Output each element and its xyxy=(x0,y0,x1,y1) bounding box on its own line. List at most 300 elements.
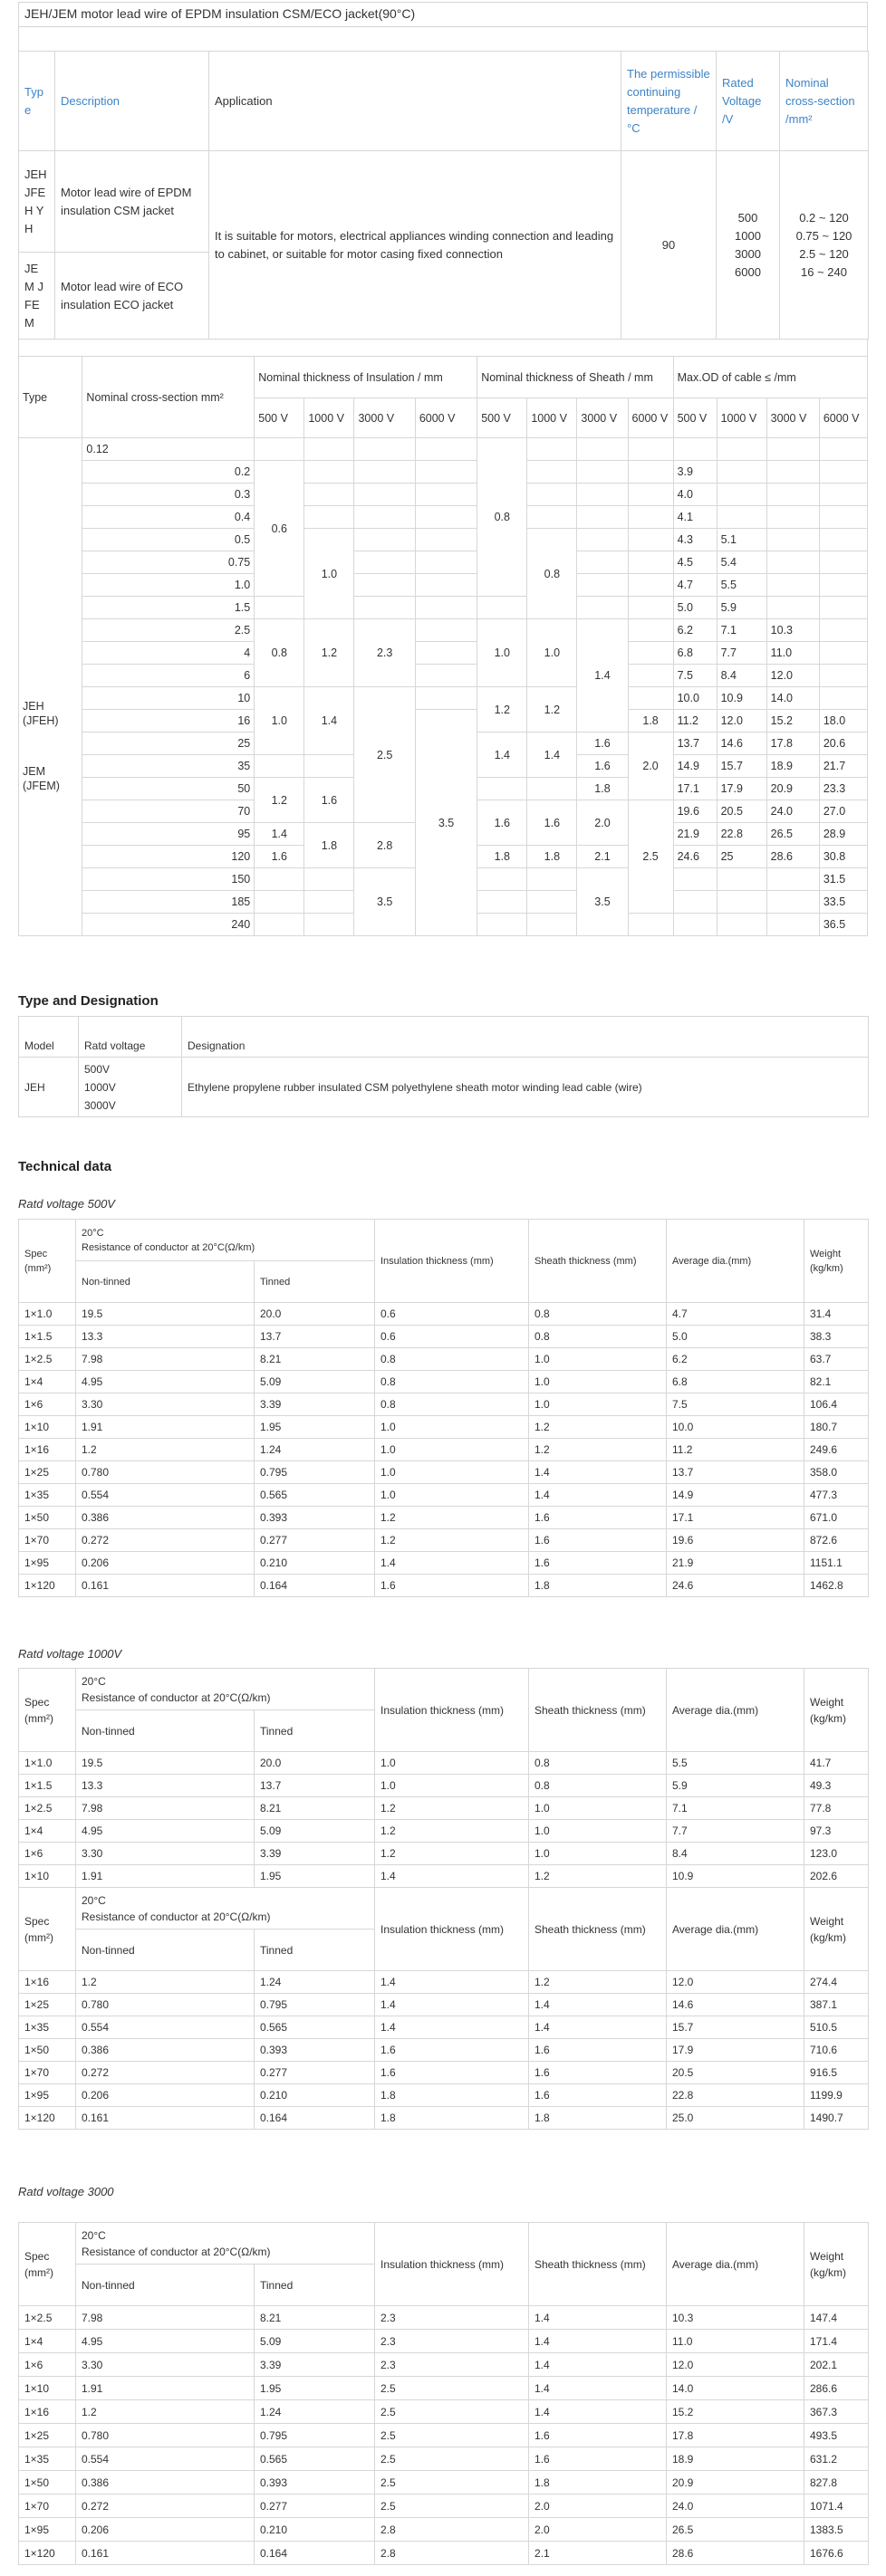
application-cell: It is suitable for motors, electrical appliances winding connection and leading to cabinet, or suitable for motor casing fixed connection xyxy=(209,151,621,340)
voltage-value: 1000V xyxy=(84,1080,116,1094)
table-row xyxy=(19,1820,869,1843)
insulation-cell: 1.8 xyxy=(375,2107,529,2130)
sheath-cell: 1.4 xyxy=(529,2377,667,2400)
dia-cell: 24.0 xyxy=(667,2495,804,2518)
product-overview-table xyxy=(18,51,869,340)
sheath-cell: 1.6 xyxy=(529,2039,667,2062)
weight-cell: 31.4 xyxy=(804,1303,869,1326)
od-500-cell: 4.0 xyxy=(673,484,717,506)
od-500-cell: 7.5 xyxy=(673,665,717,687)
od-1000-cell: 5.4 xyxy=(717,551,766,574)
od-3000-cell: 26.5 xyxy=(766,823,819,846)
header-nontinned: Non-tinned xyxy=(76,1710,255,1752)
od-1000-cell: 14.6 xyxy=(717,733,766,755)
sheath-cell: 1.0 xyxy=(529,1797,667,1820)
od-500-cell: 4.1 xyxy=(673,506,717,529)
header-spec: Spec (mm²) xyxy=(19,1888,76,1971)
voltage-list-cell xyxy=(79,1058,182,1117)
spec-cell: 1×120 xyxy=(19,2542,76,2565)
sheath-cell: 1.8 xyxy=(529,2107,667,2130)
insulation-cell: 1.4 xyxy=(375,1865,529,1888)
tinned-cell: 5.09 xyxy=(255,1371,375,1393)
header-ratd-voltage: Ratd voltage xyxy=(79,1017,182,1058)
nontinned-cell: 0.206 xyxy=(76,1552,255,1575)
sheath-cell: 1.4 xyxy=(529,2016,667,2039)
header-weight: Weight (kg/km) xyxy=(804,2223,869,2306)
sheath-500-cell: 1.8 xyxy=(477,846,527,868)
weight-cell: 147.4 xyxy=(804,2306,869,2330)
ins-1000-cell: 1.8 xyxy=(304,823,354,868)
od-500-cell: 5.0 xyxy=(673,597,717,619)
od-1000-cell: 10.9 xyxy=(717,687,766,710)
table-row xyxy=(19,1865,869,1888)
sheath-6000-cell: 1.8 xyxy=(628,710,673,733)
header-resistance xyxy=(76,2223,375,2265)
dia-cell: 7.7 xyxy=(667,1820,804,1843)
spec-cell: 1×120 xyxy=(19,2107,76,2130)
volt-header: 500 V xyxy=(673,398,717,438)
insulation-cell: 2.5 xyxy=(375,2447,529,2471)
voltage-value: 3000V xyxy=(84,1098,116,1112)
spec-cell: 1×35 xyxy=(19,2016,76,2039)
tinned-cell: 0.393 xyxy=(255,2039,375,2062)
nontinned-cell: 3.30 xyxy=(76,2353,255,2377)
section-cell: 50 xyxy=(82,778,255,800)
section-value: 16 ~ 240 xyxy=(801,264,847,279)
nontinned-cell: 1.91 xyxy=(76,2377,255,2400)
sheath-1000-cell: 1.2 xyxy=(527,687,577,733)
dia-cell: 22.8 xyxy=(667,2084,804,2107)
tinned-cell: 1.24 xyxy=(255,2400,375,2424)
nontinned-cell: 7.98 xyxy=(76,1797,255,1820)
tinned-cell: 0.795 xyxy=(255,1994,375,2016)
dia-cell: 15.7 xyxy=(667,2016,804,2039)
header-resistance-label: Resistance of conductor at 20°C(Ω/km) xyxy=(82,1690,271,1704)
insulation-cell: 1.6 xyxy=(375,2039,529,2062)
header-tinned: Tinned xyxy=(255,1710,375,1752)
weight-cell: 97.3 xyxy=(804,1820,869,1843)
spec-cell: 1×120 xyxy=(19,1575,76,1597)
table-row xyxy=(19,2084,869,2107)
od-1000-cell: 15.7 xyxy=(717,755,766,778)
dia-cell: 28.6 xyxy=(667,2542,804,2565)
table-row xyxy=(19,1507,869,1529)
ins-500-cell: 1.0 xyxy=(255,687,304,755)
od-500-cell: 10.0 xyxy=(673,687,717,710)
volt-header: 1000 V xyxy=(717,398,766,438)
weight-cell: 202.1 xyxy=(804,2353,869,2377)
weight-cell: 180.7 xyxy=(804,1416,869,1439)
header-dia: Average dia.(mm) xyxy=(667,1888,804,1971)
dia-cell: 10.0 xyxy=(667,1416,804,1439)
description-cell: Motor lead wire of EPDM insulation CSM jacket xyxy=(55,151,209,253)
dia-cell: 6.2 xyxy=(667,1348,804,1371)
nontinned-cell: 0.780 xyxy=(76,2424,255,2447)
weight-cell: 477.3 xyxy=(804,1484,869,1507)
spec-cell: 1×10 xyxy=(19,1416,76,1439)
spec-cell: 1×16 xyxy=(19,1971,76,1994)
header-insulation: Insulation thickness (mm) xyxy=(375,1669,529,1752)
type-label: JEM (JFEM) xyxy=(23,764,60,792)
section-cell: 0.2 xyxy=(82,461,255,484)
insulation-cell: 1.2 xyxy=(375,1529,529,1552)
insulation-cell: 2.5 xyxy=(375,2400,529,2424)
tinned-cell: 1.24 xyxy=(255,1439,375,1461)
section-value: 0.75 ~ 120 xyxy=(795,228,852,243)
od-6000-cell: 31.5 xyxy=(819,868,867,891)
header-sheath: Sheath thickness (mm) xyxy=(529,1888,667,1971)
tinned-cell: 0.164 xyxy=(255,2107,375,2130)
voltage-value: 500V xyxy=(84,1062,111,1076)
section-cell: 1.0 xyxy=(82,574,255,597)
insulation-cell: 0.8 xyxy=(375,1348,529,1371)
table-row xyxy=(19,1994,869,2016)
voltage-value: 3000 xyxy=(735,246,761,261)
weight-cell: 82.1 xyxy=(804,1371,869,1393)
nontinned-cell: 1.2 xyxy=(76,1439,255,1461)
od-1000-cell: 22.8 xyxy=(717,823,766,846)
type-cell xyxy=(19,438,82,936)
ins-1000-cell: 1.0 xyxy=(304,529,354,619)
od-3000-cell: 11.0 xyxy=(766,642,819,665)
sheath-cell: 1.6 xyxy=(529,2062,667,2084)
volt-header: 1000 V xyxy=(304,398,354,438)
od-6000-cell: 30.8 xyxy=(819,846,867,868)
table-row xyxy=(19,2495,869,2518)
nontinned-cell: 4.95 xyxy=(76,1820,255,1843)
tinned-cell: 0.795 xyxy=(255,1461,375,1484)
od-1000-cell: 5.9 xyxy=(717,597,766,619)
insulation-cell: 1.4 xyxy=(375,2016,529,2039)
sheath-500-cell: 1.6 xyxy=(477,800,527,846)
table-row xyxy=(19,2353,869,2377)
insulation-cell: 1.0 xyxy=(375,1775,529,1797)
section-cell: 4 xyxy=(82,642,255,665)
header-resistance-label: Resistance of conductor at 20°C(Ω/km) xyxy=(82,1241,255,1253)
nontinned-cell: 0.554 xyxy=(76,1484,255,1507)
sheath-cell: 1.6 xyxy=(529,2424,667,2447)
weight-cell: 1151.1 xyxy=(804,1552,869,1575)
spec-cell: 1×2.5 xyxy=(19,1797,76,1820)
header-tinned: Tinned xyxy=(255,1930,375,1971)
header-od: Max.OD of cable ≤ /mm xyxy=(673,357,867,398)
designation-table xyxy=(18,1016,869,1117)
ins-3000-cell: 2.3 xyxy=(354,619,415,687)
header-sheath: Sheath thickness (mm) xyxy=(529,1220,667,1303)
insulation-cell: 1.6 xyxy=(375,2062,529,2084)
voltage-value: 500 xyxy=(737,210,758,225)
dia-cell: 5.9 xyxy=(667,1775,804,1797)
dia-cell: 26.5 xyxy=(667,2518,804,2542)
volt-header: 500 V xyxy=(477,398,527,438)
blank-row xyxy=(18,339,868,357)
spec-cell: 1×25 xyxy=(19,1994,76,2016)
sheath-cell: 1.6 xyxy=(529,2084,667,2107)
od-1000-cell: 8.4 xyxy=(717,665,766,687)
ins-6000-cell: 3.5 xyxy=(415,710,477,936)
section-cell: 2.5 xyxy=(82,619,255,642)
dia-cell: 11.2 xyxy=(667,1439,804,1461)
table-row xyxy=(19,1371,869,1393)
insulation-cell: 0.6 xyxy=(375,1326,529,1348)
sheath-cell: 1.2 xyxy=(529,1865,667,1888)
header-insulation: Nominal thickness of Insulation / mm xyxy=(255,357,477,398)
nontinned-cell: 0.780 xyxy=(76,1994,255,2016)
weight-cell: 367.3 xyxy=(804,2400,869,2424)
header-type: Typ e xyxy=(19,52,55,151)
od-1000-cell: 25 xyxy=(717,846,766,868)
dia-cell: 10.9 xyxy=(667,1865,804,1888)
ins-500-cell: 1.2 xyxy=(255,778,304,823)
nontinned-cell: 1.2 xyxy=(76,1971,255,1994)
dia-cell: 4.7 xyxy=(667,1303,804,1326)
tinned-cell: 3.39 xyxy=(255,1393,375,1416)
header-application: Application xyxy=(209,52,621,151)
weight-cell: 631.2 xyxy=(804,2447,869,2471)
od-500-cell: 6.8 xyxy=(673,642,717,665)
od-1000-cell: 7.7 xyxy=(717,642,766,665)
nontinned-cell: 1.2 xyxy=(76,2400,255,2424)
header-resistance xyxy=(76,1888,375,1930)
volt-header: 3000 V xyxy=(577,398,628,438)
volt-header: 3000 V xyxy=(766,398,819,438)
dia-cell: 5.5 xyxy=(667,1752,804,1775)
header-resistance-label: Resistance of conductor at 20°C(Ω/km) xyxy=(82,1910,271,1923)
nontinned-cell: 0.272 xyxy=(76,1529,255,1552)
header-dia: Average dia.(mm) xyxy=(667,1220,804,1303)
weight-cell: 827.8 xyxy=(804,2471,869,2495)
table-row xyxy=(19,1575,869,1597)
od-1000-cell: 12.0 xyxy=(717,710,766,733)
nontinned-cell: 3.30 xyxy=(76,1843,255,1865)
dia-cell: 25.0 xyxy=(667,2107,804,2130)
tinned-cell: 0.277 xyxy=(255,2495,375,2518)
tinned-cell: 0.277 xyxy=(255,1529,375,1552)
tech-table-1000v xyxy=(18,1668,869,2130)
weight-cell: 1676.6 xyxy=(804,2542,869,2565)
header-temp: 20°C xyxy=(82,1893,106,1907)
tinned-cell: 0.210 xyxy=(255,2518,375,2542)
weight-cell: 63.7 xyxy=(804,1348,869,1371)
header-insulation: Insulation thickness (mm) xyxy=(375,2223,529,2306)
sheath-cell: 1.0 xyxy=(529,1348,667,1371)
weight-cell: 77.8 xyxy=(804,1797,869,1820)
od-3000-cell: 14.0 xyxy=(766,687,819,710)
header-model: Model xyxy=(19,1017,79,1058)
nontinned-cell: 0.161 xyxy=(76,2542,255,2565)
type-cell: JE M JFE M xyxy=(19,253,55,340)
insulation-cell: 2.5 xyxy=(375,2377,529,2400)
od-500-cell: 13.7 xyxy=(673,733,717,755)
dia-cell: 18.9 xyxy=(667,2447,804,2471)
dia-cell: 15.2 xyxy=(667,2400,804,2424)
spec-cell: 1×70 xyxy=(19,2495,76,2518)
header-weight: Weight (kg/km) xyxy=(804,1220,869,1303)
od-3000-cell: 10.3 xyxy=(766,619,819,642)
header-dia: Average dia.(mm) xyxy=(667,1669,804,1752)
table-row xyxy=(19,1326,869,1348)
insulation-cell: 2.3 xyxy=(375,2306,529,2330)
weight-cell: 493.5 xyxy=(804,2424,869,2447)
voltage-3000-label: Ratd voltage 3000 xyxy=(18,2185,114,2198)
sheath-cell: 1.4 xyxy=(529,2330,667,2353)
dia-cell: 17.8 xyxy=(667,2424,804,2447)
sheath-3000-cell: 3.5 xyxy=(577,868,628,936)
weight-cell: 1462.8 xyxy=(804,1575,869,1597)
table-row xyxy=(19,1797,869,1820)
insulation-cell: 1.0 xyxy=(375,1416,529,1439)
tinned-cell: 0.565 xyxy=(255,2016,375,2039)
weight-cell: 274.4 xyxy=(804,1971,869,1994)
dia-cell: 12.0 xyxy=(667,1971,804,1994)
tinned-cell: 8.21 xyxy=(255,1348,375,1371)
dia-cell: 8.4 xyxy=(667,1843,804,1865)
od-6000-cell: 21.7 xyxy=(819,755,867,778)
nontinned-cell: 1.91 xyxy=(76,1416,255,1439)
voltage-1000-label: Ratd voltage 1000V xyxy=(18,1647,122,1661)
spec-cell: 1×35 xyxy=(19,2447,76,2471)
header-resistance-label: Resistance of conductor at 20°C(Ω/km) xyxy=(82,2245,271,2258)
spec-cell: 1×25 xyxy=(19,1461,76,1484)
designation-cell: Ethylene propylene rubber insulated CSM polyethylene sheath motor winding lead cable (wire) xyxy=(182,1058,869,1117)
spec-cell: 1×95 xyxy=(19,2518,76,2542)
dia-cell: 14.0 xyxy=(667,2377,804,2400)
header-section: Nominal cross-section /mm² xyxy=(780,52,869,151)
od-500-cell: 19.6 xyxy=(673,800,717,823)
weight-cell: 249.6 xyxy=(804,1439,869,1461)
insulation-cell: 2.5 xyxy=(375,2424,529,2447)
sheath-1000-cell: 0.8 xyxy=(527,529,577,619)
tinned-cell: 5.09 xyxy=(255,1820,375,1843)
weight-cell: 41.7 xyxy=(804,1752,869,1775)
weight-cell: 1199.9 xyxy=(804,2084,869,2107)
tinned-cell: 3.39 xyxy=(255,1843,375,1865)
od-1000-cell: 7.1 xyxy=(717,619,766,642)
sheath-cell: 1.0 xyxy=(529,1820,667,1843)
weight-cell: 710.6 xyxy=(804,2039,869,2062)
tinned-cell: 0.210 xyxy=(255,1552,375,1575)
weight-cell: 671.0 xyxy=(804,1507,869,1529)
header-spec: Spec (mm²) xyxy=(19,2223,76,2306)
spec-cell: 1×10 xyxy=(19,2377,76,2400)
sheath-3000-cell: 1.6 xyxy=(577,755,628,778)
section-cell: 0.5 xyxy=(82,529,255,551)
tinned-cell: 8.21 xyxy=(255,2306,375,2330)
tinned-cell: 0.795 xyxy=(255,2424,375,2447)
table-row xyxy=(19,2330,869,2353)
section-cell: 25 xyxy=(82,733,255,755)
insulation-cell: 2.5 xyxy=(375,2495,529,2518)
weight-cell: 171.4 xyxy=(804,2330,869,2353)
weight-cell: 916.5 xyxy=(804,2062,869,2084)
ins-500-cell: 1.4 xyxy=(255,823,304,846)
od-3000-cell: 18.9 xyxy=(766,755,819,778)
voltage-value: 6000 xyxy=(735,264,761,279)
table-row xyxy=(19,1971,869,1994)
table-row xyxy=(19,1775,869,1797)
sheath-cell: 1.6 xyxy=(529,2447,667,2471)
dia-cell: 7.5 xyxy=(667,1393,804,1416)
ins-3000-cell: 2.5 xyxy=(354,687,415,823)
ins-500-cell: 0.8 xyxy=(255,619,304,687)
tinned-cell: 3.39 xyxy=(255,2353,375,2377)
table-row xyxy=(19,2400,869,2424)
nontinned-cell: 0.554 xyxy=(76,2016,255,2039)
sheath-cell: 1.0 xyxy=(529,1371,667,1393)
od-6000-cell: 23.3 xyxy=(819,778,867,800)
tinned-cell: 0.393 xyxy=(255,2471,375,2495)
od-1000-cell: 20.5 xyxy=(717,800,766,823)
dia-cell: 17.9 xyxy=(667,2039,804,2062)
nontinned-cell: 4.95 xyxy=(76,1371,255,1393)
section-cell: 0.4 xyxy=(82,506,255,529)
insulation-cell: 1.6 xyxy=(375,1575,529,1597)
od-1000-cell: 5.1 xyxy=(717,529,766,551)
section-cell: 120 xyxy=(82,846,255,868)
dia-cell: 11.0 xyxy=(667,2330,804,2353)
type-cell: JEH JFE H YH xyxy=(19,151,55,253)
od-500-cell: 4.3 xyxy=(673,529,717,551)
dia-cell: 17.1 xyxy=(667,1507,804,1529)
nontinned-cell: 0.161 xyxy=(76,2107,255,2130)
sheath-500-cell: 1.2 xyxy=(477,687,527,733)
spec-cell: 1×95 xyxy=(19,1552,76,1575)
dia-cell: 10.3 xyxy=(667,2306,804,2330)
section-cell: 35 xyxy=(82,755,255,778)
section-cell: 70 xyxy=(82,800,255,823)
tech-table-500v xyxy=(18,1219,869,1597)
header-insulation: Insulation thickness (mm) xyxy=(375,1220,529,1303)
insulation-cell: 0.6 xyxy=(375,1303,529,1326)
insulation-cell: 2.3 xyxy=(375,2353,529,2377)
sheath-cell: 2.0 xyxy=(529,2518,667,2542)
spec-cell: 1×4 xyxy=(19,1371,76,1393)
od-500-cell: 6.2 xyxy=(673,619,717,642)
od-1000-cell: 17.9 xyxy=(717,778,766,800)
spec-cell: 1×95 xyxy=(19,2084,76,2107)
spec-cell: 1×6 xyxy=(19,1843,76,1865)
spec-cell: 1×2.5 xyxy=(19,1348,76,1371)
spec-cell: 1×50 xyxy=(19,2039,76,2062)
spec-cell: 1×2.5 xyxy=(19,2306,76,2330)
sheath-6000-cell: 2.5 xyxy=(628,800,673,914)
type-label: JEH (JFEH) xyxy=(23,699,59,727)
ins-500-cell: 0.6 xyxy=(255,461,304,597)
od-3000-cell: 12.0 xyxy=(766,665,819,687)
header-insulation: Insulation thickness (mm) xyxy=(375,1888,529,1971)
dia-cell: 14.9 xyxy=(667,1484,804,1507)
dia-cell: 21.9 xyxy=(667,1552,804,1575)
section-cell: 0.3 xyxy=(82,484,255,506)
sheath-cell: 1.4 xyxy=(529,1994,667,2016)
nontinned-cell: 3.30 xyxy=(76,1393,255,1416)
tinned-cell: 5.09 xyxy=(255,2330,375,2353)
ins-1000-cell: 1.2 xyxy=(304,619,354,687)
insulation-cell: 0.8 xyxy=(375,1393,529,1416)
insulation-cell: 1.4 xyxy=(375,1552,529,1575)
section-cell: 6 xyxy=(82,665,255,687)
insulation-cell: 1.0 xyxy=(375,1461,529,1484)
insulation-cell: 1.4 xyxy=(375,1994,529,2016)
od-6000-cell: 36.5 xyxy=(819,914,867,936)
insulation-cell: 2.8 xyxy=(375,2518,529,2542)
sheath-500-cell: 0.8 xyxy=(477,438,527,597)
od-500-cell: 14.9 xyxy=(673,755,717,778)
sheath-cell: 1.6 xyxy=(529,1507,667,1529)
table-row xyxy=(19,1461,869,1484)
table-row xyxy=(19,1843,869,1865)
volt-header: 1000 V xyxy=(527,398,577,438)
